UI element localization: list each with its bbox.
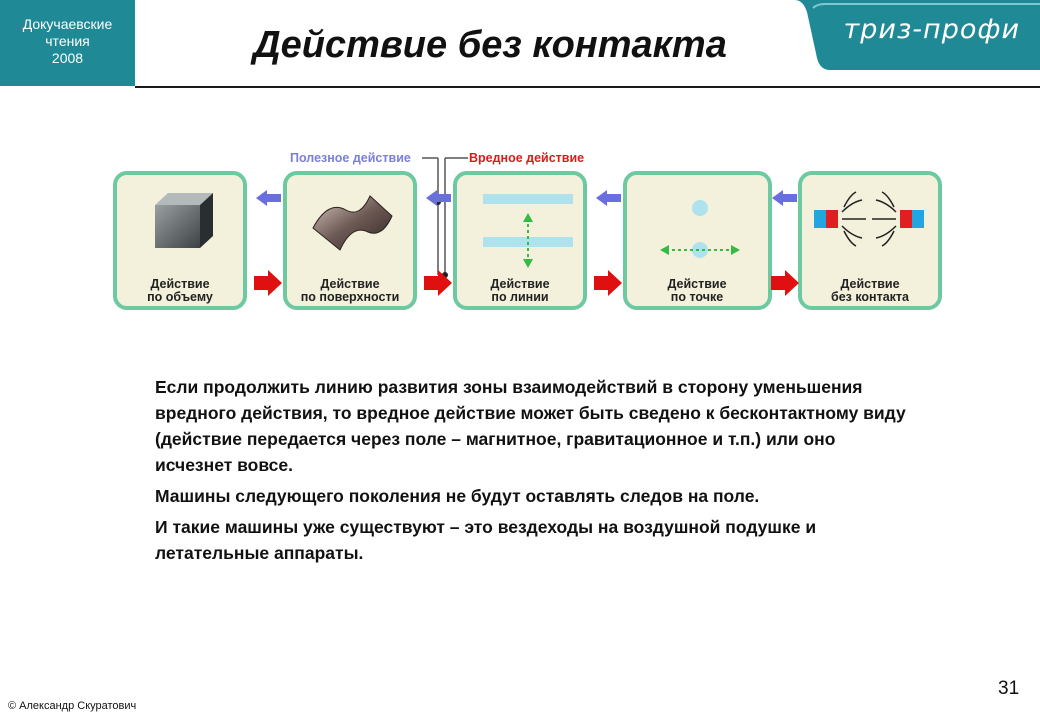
page-number: 31 (998, 678, 1020, 699)
paragraph-1: Если продолжить линию развития зоны взаимодействий в сторону уменьшения вредного действия, то вредное действие может быть сведено к бесконтактному виду (действие передается через поле – магнитное, гравитационное и т.п.) или оно исчезнет вовсе. (155, 377, 906, 475)
box-volume-label1: Действие (150, 277, 210, 291)
paragraph-2: Машины следующего поколения не будут оставлять следов на поле. (155, 486, 760, 506)
harmful-arrow-icon (771, 270, 799, 296)
box-line (455, 173, 585, 308)
box-surface-label2: по поверхности (300, 290, 400, 304)
point-icon-top (692, 200, 708, 216)
harmful-arrow-icon (594, 270, 622, 296)
event-name-line1: Докучаевские (22, 16, 113, 32)
line-bar-top (483, 194, 573, 204)
title-underline (135, 86, 1040, 88)
useful-arrow-icon (772, 190, 797, 206)
box-line-label2: по линии (491, 290, 549, 304)
useful-arrow-icon (596, 190, 621, 206)
cube-icon (155, 205, 200, 248)
box-surface (285, 173, 415, 308)
legend-useful-label: Полезное действие (290, 151, 411, 165)
slide-title: Действие без контакта (253, 24, 727, 66)
copyright-text: © Александр Скуратович (8, 700, 137, 712)
event-year: 2008 (51, 50, 84, 66)
evolution-diagram (100, 140, 960, 320)
box-line-label1: Действие (490, 277, 550, 291)
box-volume (115, 173, 245, 308)
box-contactless (800, 173, 940, 308)
box-point (625, 173, 770, 308)
event-name-line2: чтения (45, 33, 90, 49)
event-badge (0, 0, 135, 86)
useful-arrow-icon (256, 190, 281, 206)
legend-harmful-label: Вредное действие (469, 151, 585, 165)
box-point-label1: Действие (667, 277, 727, 291)
box-point-label2: по точке (670, 290, 724, 304)
box-contactless-label1: Действие (840, 277, 900, 291)
slide-body (155, 374, 915, 571)
brand-banner (795, 0, 1040, 70)
box-volume-label2: по объему (147, 290, 213, 304)
box-contactless-label2: без контакта (830, 290, 910, 304)
harmful-arrow-icon (254, 270, 282, 296)
brand-logo-text: триз-профи (843, 14, 1020, 45)
box-surface-label1: Действие (320, 277, 380, 291)
harmful-arrow-icon (424, 270, 452, 296)
point-icon-bottom (692, 242, 708, 258)
paragraph-3: И такие машины уже существуют – это вездеходы на воздушной подушке и летательные аппараты. (155, 517, 817, 563)
